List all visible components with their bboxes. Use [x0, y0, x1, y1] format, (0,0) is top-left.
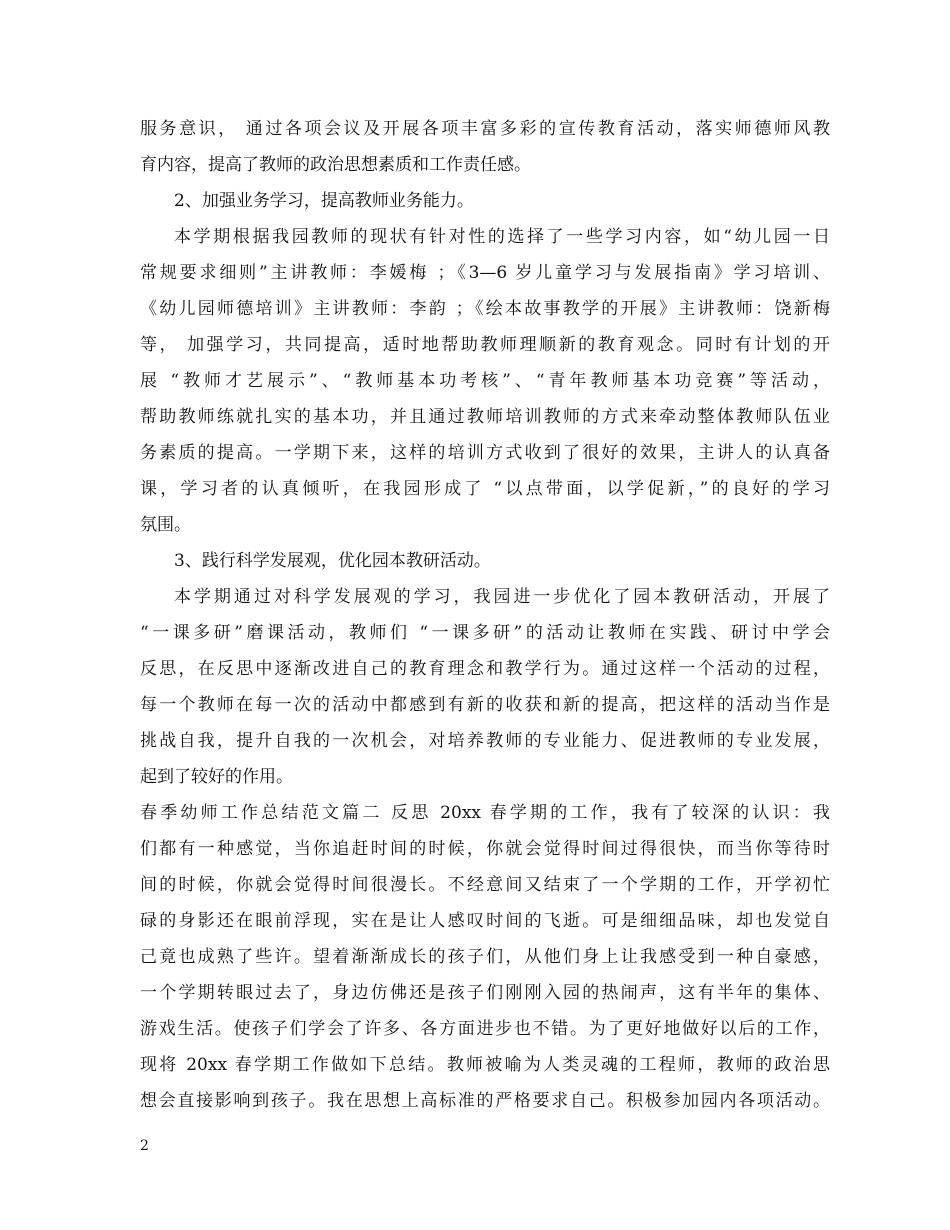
page-number: 2	[140, 1138, 149, 1154]
text-line: “一课多研”磨课活动，教师们 “一课多研”的活动让教师在实践、研讨中学会	[140, 623, 830, 643]
text-line: 想会直接影响到孩子。我在思想上高标准的严格要求自己。积极参加园内各项活动。	[140, 1091, 830, 1111]
text-line: 3、践行科学发展观，优化园本教研活动。	[174, 551, 491, 571]
text-line: 本学期通过对科学发展观的学习，我园进一步优化了园本教研活动，开展了	[174, 587, 830, 607]
text-line: 氛围。	[140, 515, 191, 535]
text-line: 2、加强业务学习，提高教师业务能力。	[174, 191, 474, 211]
text-line: 春季幼师工作总结范文篇二 反思 20xx 春学期的工作，我有了较深的认识：我	[140, 803, 830, 823]
text-line: 务素质的提高。一学期下来，这样的培训方式收到了很好的效果，主讲人的认真备	[140, 443, 830, 463]
text-line: 间的时候，你就会觉得时间很漫长。不经意间又结束了一个学期的工作，开学初忙	[140, 875, 830, 895]
text-line: 等， 加强学习，共同提高，适时地帮助教师理顺新的教育观念。同时有计划的开	[140, 335, 830, 355]
text-line: 碌的身影还在眼前浮现，实在是让人感叹时间的飞逝。可是细细品味，却也发觉自	[140, 911, 830, 931]
text-line: 育内容，提高了教师的政治思想素质和工作责任感。	[140, 155, 531, 175]
text-line: 本学期根据我园教师的现状有针对性的选择了一些学习内容，如“幼儿园一日	[174, 227, 830, 247]
text-line: 课，学习者的认真倾听，在我园形成了 “以点带面，以学促新，”的良好的学习	[140, 479, 830, 499]
text-line: 服务意识， 通过各项会议及开展各项丰富多彩的宣传教育活动，落实师德师风教	[140, 119, 830, 139]
text-line: 现将 20xx 春学期工作做如下总结。教师被喻为人类灵魂的工程师，教师的政治思	[140, 1055, 830, 1075]
text-line: 常规要求细则”主讲教师：李媛梅 ；《3—6 岁儿童学习与发展指南》学习培训、	[140, 263, 830, 283]
text-line: 《幼儿园师德培训》主讲教师：李韵 ；《绘本故事教学的开展》主讲教师：饶新梅	[140, 299, 830, 319]
text-line: 们都有一种感觉，当你追赶时间的时候，你就会觉得时间过得很快，而当你等待时	[140, 839, 830, 859]
text-line: 每一个教师在每一次的活动中都感到有新的收获和新的提高，把这样的活动当作是	[140, 695, 830, 715]
text-line: 挑战自我，提升自我的一次机会，对培养教师的专业能力、促进教师的专业发展，	[140, 731, 830, 751]
text-line: 展 “教师才艺展示”、“教师基本功考核”、“青年教师基本功竞赛”等活动，	[140, 371, 830, 391]
text-line: 反思，在反思中逐渐改进自己的教育理念和教学行为。通过这样一个活动的过程，	[140, 659, 830, 679]
text-line: 游戏生活。使孩子们学会了许多、各方面进步也不错。为了更好地做好以后的工作，	[140, 1019, 830, 1039]
text-line: 帮助教师练就扎实的基本功，并且通过教师培训教师的方式来牵动整体教师队伍业	[140, 407, 830, 427]
text-line: 己竟也成熟了些许。望着渐渐成长的孩子们，从他们身上让我感受到一种自豪感，	[140, 947, 830, 967]
text-line: 一个学期转眼过去了，身边仿佛还是孩子们刚刚入园的热闹声，这有半年的集体、	[140, 983, 830, 1003]
text-line: 起到了较好的作用。	[140, 767, 293, 787]
